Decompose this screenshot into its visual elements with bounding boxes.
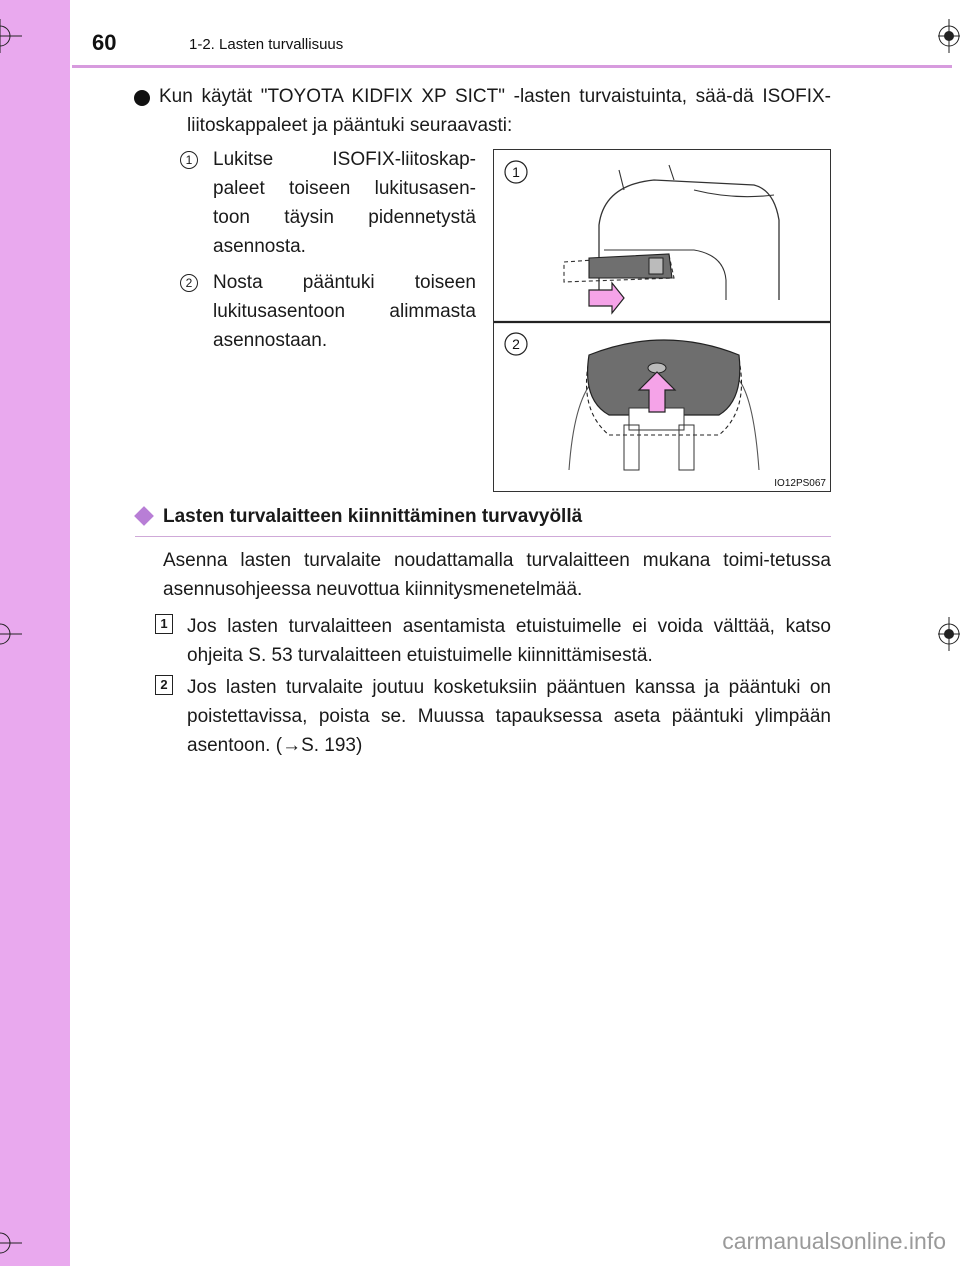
step-text-line: asennosta. [213,236,306,257]
crop-mark-top-right [938,19,960,53]
illustration-figure [493,149,831,492]
crop-mark-top-left [0,19,34,53]
step-text-line: lukitusasentoon alimmasta [213,301,476,322]
note-number-box: 2 [155,675,173,695]
step-list [180,145,476,362]
figure-label-2: 2 [512,336,520,352]
bullet-icon [134,90,150,106]
step-item [180,145,476,261]
intro-bullet [159,82,831,140]
step-item [180,268,476,355]
section-title: Lasten turvalaitteen kiinnittäminen turvavyöllä [163,506,583,527]
note-text: Jos lasten turvalaite joutuu kosketuksiin pääntuen kanssa ja pääntuki on poistettavissa, poista se. Muussa tapauksessa aseta pääntuki ylimpään asentoon. (→S. 193) [187,677,831,756]
crop-mark-bottom-left [0,1226,22,1260]
step-text-line: toon täysin pidennetystä [213,207,476,228]
figure-label-1: 1 [512,164,520,180]
figure-code: IO12PS067 [774,478,826,489]
pink-arrow-right-icon [589,283,624,313]
header-divider [72,65,952,68]
step-text-line: asennostaan. [213,330,328,351]
page-number: 60 [92,30,117,55]
intro-text: Kun käytät "TOYOTA KIDFIX XP SICT" -lasten turvaistuinta, sää-dä ISOFIX-liitoskappaleet ja pääntuki seuraavasti: [159,86,831,136]
step-text-line: Nosta pääntuki toiseen [213,272,476,293]
step-text-line: paleet toiseen lukitusasen- [213,178,476,199]
diamond-icon [134,506,154,526]
section-header: 1-2. Lasten turvallisuus [189,36,344,53]
isofix-headrest-illustration [494,150,830,491]
step-text-line: Lukitse ISOFIX-liitoskap- [213,149,476,170]
section-paragraph: Asenna lasten turvalaite noudattamalla turvalaitteen mukana toimi-tetussa asennusohjeessa neuvottua kiinnitysmenetelmää. [163,550,831,600]
watermark: carmanualsonline.info [722,1228,946,1254]
crop-mark-mid-left [0,617,22,651]
section-heading [135,504,831,537]
note-text: Jos lasten turvalaitteen asentamista etuistuimelle ei voida välttää, katso ohjeita S. 53 turvalaitteen etuistuimelle kiinnittämisestä. [187,616,831,666]
step-number-circle: 2 [180,274,198,292]
step-number-circle: 1 [180,151,198,169]
crop-mark-mid-right [938,617,960,651]
note-number-box: 1 [155,614,173,634]
